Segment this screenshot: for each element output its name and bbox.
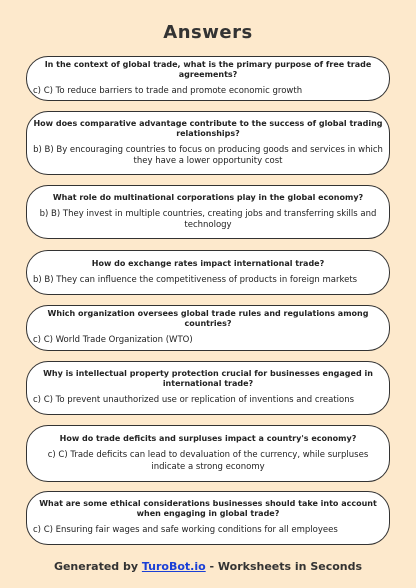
answer-card-8	[26, 491, 390, 545]
footer	[0, 560, 416, 573]
answer-card-1	[26, 56, 390, 101]
question-text: In the context of global trade, what is the primary purpose of free trade agreements?	[44, 59, 372, 79]
answer-card-7	[26, 425, 390, 482]
question-text: Why is intellectual property protection crucial for businesses engaged in international trade?	[43, 369, 373, 389]
answer-text: b) B) By encouraging countries to focus on producing goods and services in which they have a lower opportunity cost	[33, 144, 383, 166]
answer-text: c) C) Trade deficits can lead to devaluation of the currency, while surpluses indicate a strong economy	[47, 450, 369, 472]
footer-suffix: - Worksheets in Seconds	[205, 560, 363, 573]
answer-card-6	[26, 361, 390, 415]
answer-text: b) B) They invest in multiple countries, creating jobs and transferring skills and technology	[39, 208, 377, 230]
page-title: Answers	[163, 22, 253, 43]
question-text: How do trade deficits and surpluses impact a country's economy?	[59, 434, 357, 444]
question-text: How does comparative advantage contribute to the success of global trading relationships?	[33, 118, 383, 138]
answer-text: c) C) To prevent unauthorized use or replication of inventions and creations	[33, 395, 355, 406]
answer-card-3	[26, 185, 390, 239]
answer-card-4	[26, 250, 390, 295]
question-text: What are some ethical considerations businesses should take into account when engaging in global trade?	[39, 499, 377, 519]
answer-card-2	[26, 111, 390, 175]
turobot-link[interactable]: TuroBot.io	[141, 560, 206, 573]
answer-text: c) C) To reduce barriers to trade and promote economic growth	[33, 85, 303, 96]
footer-prefix: Generated by	[53, 560, 142, 573]
answer-text: c) C) World Trade Organization (WTO)	[33, 335, 193, 346]
answer-text: c) C) Ensuring fair wages and safe working conditions for all employees	[33, 525, 338, 536]
question-text: What role do multinational corporations play in the global economy?	[52, 192, 364, 202]
question-text: Which organization oversees global trade rules and regulations among countries?	[47, 309, 369, 329]
answer-card-5	[26, 305, 390, 351]
answer-text: b) B) They can influence the competitiveness of products in foreign markets	[33, 274, 358, 285]
question-text: How do exchange rates impact international trade?	[91, 258, 325, 268]
